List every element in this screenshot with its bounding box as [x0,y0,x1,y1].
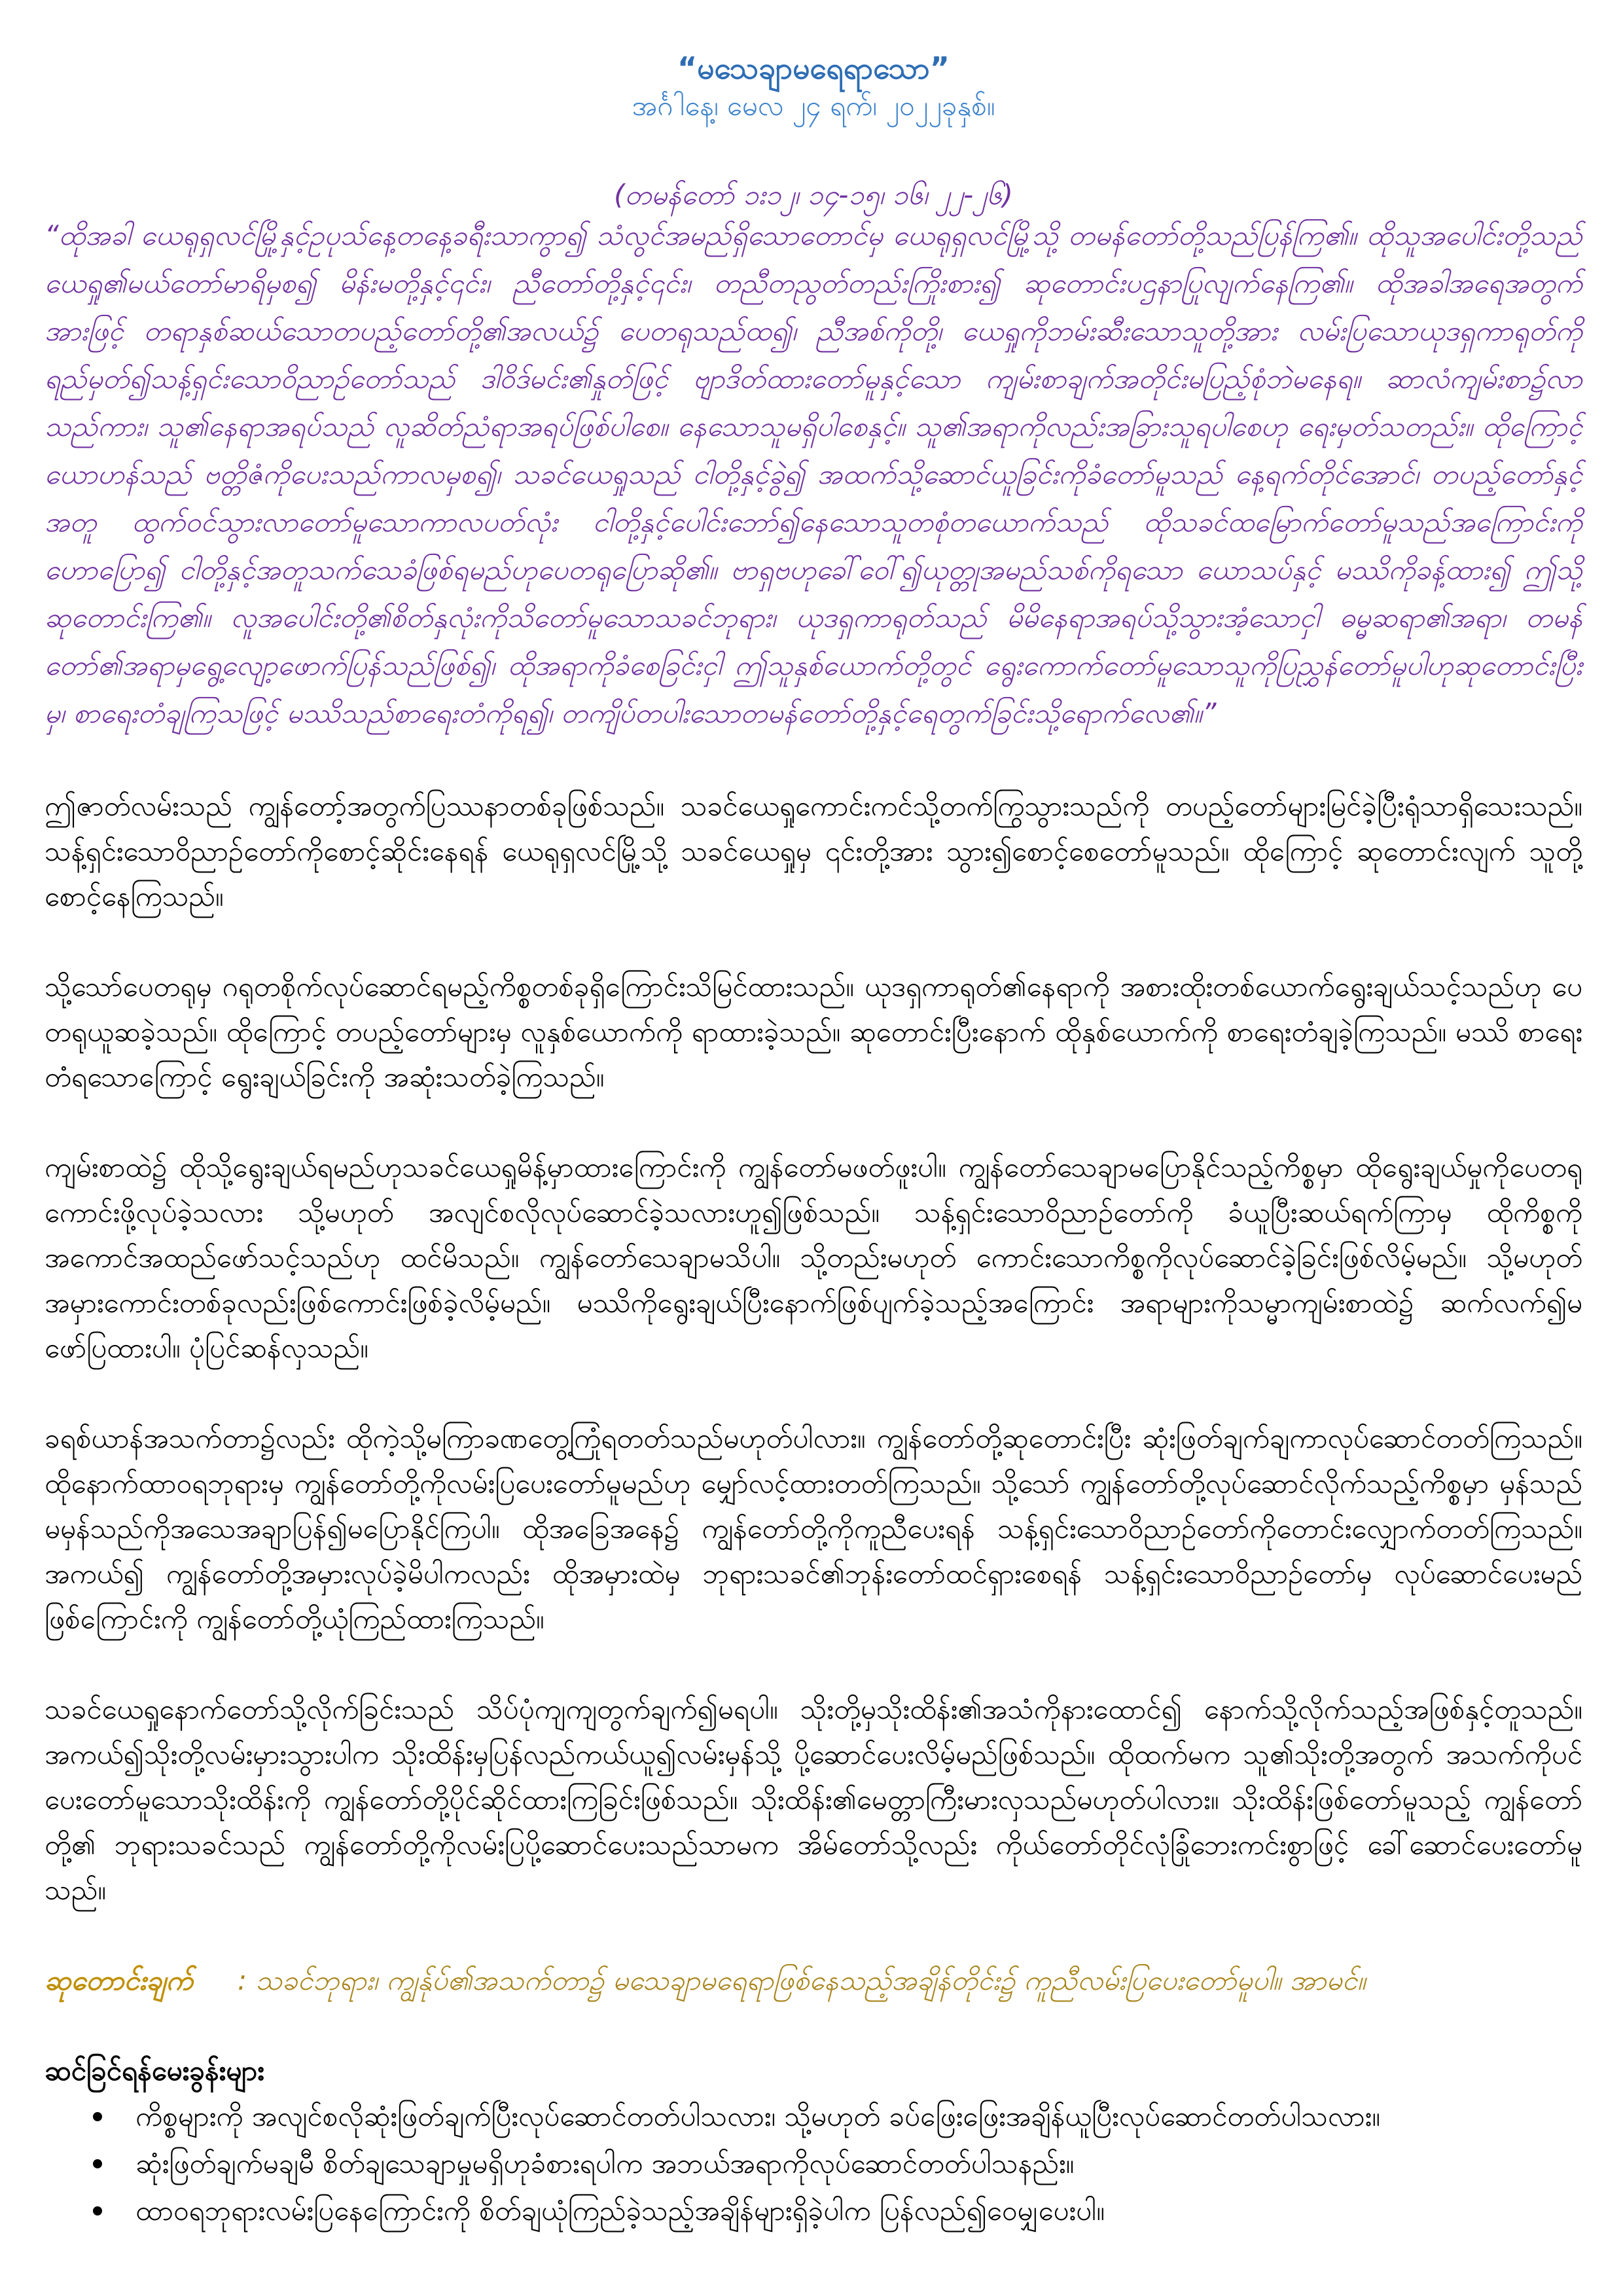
scripture-reference: (တမန်တော် ၁း၁၂၊ ၁၄-၁၅၊ ၁၆၊ ၂၂-၂၆) [614,179,1013,211]
prayer-separator: : [238,1964,247,1996]
list-item [45,2140,1582,2187]
question-text: ထာဝရဘုရားလမ်းပြနေကြောင်းကို စိတ်ချယုံကြည်ခဲ့သည့်အချိန်များရှိခဲ့ပါက ပြန်လည်၍ဝေမျှပေးပါ။ [135,2195,1105,2227]
document-date: အင်္ဂါနေ့၊ မေလ ၂၄ ရက်၊ ၂၀၂၂ခုနှစ်။ [632,90,995,122]
prayer-block [45,1958,1582,2003]
body-paragraph: သို့သော်ပေတရုမှ ဂရုတစိုက်လုပ်ဆောင်ရမည့်ကိစ္စတစ်ခုရှိကြောင်းသိမြင်ထားသည်။ ယုဒရှကာရုတ်၏နေရာကို အစားထိုးတစ်ယောက်ရွေးချယ်သင့်သည်ဟု ပေတရုယူဆခဲ့သည်။ ထိုကြောင့် တပည့်တော်များမှ လူနှစ်ယောက်ကို ရာထားခဲ့သည်။ ဆုတောင်းပြီးနောက် ထိုနှစ်ယောက်ကို စာရေးတံချခဲ့ကြသည်။ မဿိ စာရေးတံရသောကြောင့် ရွေးချယ်ခြင်းကို အဆုံးသတ်ခဲ့ကြသည်။ [45,971,1582,1093]
bullet-icon [93,2112,102,2121]
question-text: ဆုံးဖြတ်ချက်မချမီ စိတ်ချသေချာမှုမရှိဟုခံစားရပါက အဘယ်အရာကိုလုပ်ဆောင်တတ်ပါသနည်း။ [135,2147,1075,2179]
body-paragraph: ခရစ်ယာန်အသက်တာ၌လည်း ထိုကဲ့သို့မကြာခဏတွေ့ကြုံရတတ်သည်မဟုတ်ပါလား။ ကျွန်တော်တို့ဆုတောင်းပြီး ဆုံးဖြတ်ချက်ချကာလုပ်ဆောင်တတ်ကြသည်။ ထိုနောက်ထာဝရဘုရားမှ ကျွန်တော်တို့ကိုလမ်းပြပေးတော်မူမည်ဟု မျှော်လင့်ထားတတ်ကြသည်။ သို့သော် ကျွန်တော်တို့လုပ်ဆောင်လိုက်သည့်ကိစ္စမှာ မှန်သည် မမှန်သည်ကိုအသေအချာပြန်၍မပြောနိုင်ကြပါ။ ထိုအခြေအနေ၌ ကျွန်တော်တို့ကိုကူညီပေးရန် သန့်ရှင်းသောဝိညာဉ်တော်ကိုတောင်းလျှောက်တတ်ကြသည်။ အကယ်၍ ကျွန်တော်တို့အမှားလုပ်ခဲ့မိပါကလည်း ထိုအမှားထဲမှ ဘုရားသခင်၏ဘုန်းတော်ထင်ရှားစေရန် သန့်ရှင်းသောဝိညာဉ်တော်မှ လုပ်ဆောင်ပေးမည်ဖြစ်ကြောင်းကို ကျွန်တော်တို့ယုံကြည်ထားကြသည်။ [45,1422,1582,1635]
body-paragraph: ဤဇာတ်လမ်းသည် ကျွန်တော့်အတွက်ပြဿနာတစ်ခုဖြစ်သည်။ သခင်ယေရှုကောင်းကင်သို့တက်ကြွသွားသည်ကို တပည့်တော်များမြင်ခဲ့ပြီးရုံသာရှိသေးသည်။ သန့်ရှင်းသောဝိညာဉ်တော်ကိုစောင့်ဆိုင်းနေရန် ယေရုရှလင်မြို့သို့ သခင်ယေရှုမှ ၎င်းတို့အား သွား၍စောင့်စေတော်မူသည်။ ထိုကြောင့် ဆုတောင်းလျက် သူတို့ စောင့်နေကြသည်။ [45,790,1582,912]
reflection-questions [45,2093,1582,2234]
list-item [45,2093,1582,2140]
bullet-icon [93,2159,102,2168]
body-paragraph: သခင်ယေရှုနောက်တော်သို့လိုက်ခြင်းသည် သိပ်ပုံကျကျတွက်ချက်၍မရပါ။ သိုးတို့မှသိုးထိန်း၏အသံကိုနားထောင်၍ နောက်သို့လိုက်သည့်အဖြစ်နှင့်တူသည်။ အကယ်၍သိုးတို့လမ်းမှားသွားပါက သိုးထိန်းမှပြန်လည်ကယ်ယူ၍လမ်းမှန်သို့ ပို့ဆောင်ပေးလိမ့်မည်ဖြစ်သည်။ ထိုထက်မက သူ၏သိုးတို့အတွက် အသက်ကိုပင်ပေးတော်မူသောသိုးထိန်းကို ကျွန်တော်တို့ပိုင်ဆိုင်ထားကြခြင်းဖြစ်သည်။ သိုးထိန်း၏မေတ္တာကြီးမားလှသည်မဟုတ်ပါလား။ သိုးထိန်းဖြစ်တော်မူသည့် ကျွန်တော်တို့၏ ဘုရားသခင်သည် ကျွန်တော်တို့ကိုလမ်းပြပို့ဆောင်ပေးသည်သာမက အိမ်တော်သို့လည်း ကိုယ်တော်တိုင်လုံခြုံဘေးကင်းစွာဖြင့် ခေါ်ဆောင်ပေးတော်မူသည်။ [45,1693,1582,1906]
list-item [45,2187,1582,2234]
scripture-passage: “ထိုအခါ ယေရုရှလင်မြို့နှင့်ဥပုသ်နေ့တနေ့ခရီးသာကွာ၍ သံလွင်အမည်ရှိသောတောင်မှ ယေရုရှလင်မြို့သို့ တမန်တော်တို့သည်ပြန်ကြ၏။ ထိုသူအပေါင်းတို့သည် ယေရှု၏မယ်တော်မာရိမှစ၍ မိန်းမတို့နှင့်၎င်း၊ ညီတော်တို့နှင့်၎င်း၊ တညီတညွတ်တည်းကြိုးစား၍ ဆုတောင်းပဌနာပြုလျက်နေကြ၏။ ထိုအခါအရေအတွက်အားဖြင့် တရာနှစ်ဆယ်သောတပည့်တော်တို့၏အလယ်၌ ပေတရုသည်ထ၍၊ ညီအစ်ကိုတို့၊ ယေရှုကိုဘမ်းဆီးသောသူတို့အား လမ်းပြသောယုဒရှကာရုတ်ကို ရည်မှတ်၍သန့်ရှင်းသောဝိညာဉ်တော်သည် ဒါဝိဒ်မင်း၏နှုတ်ဖြင့် ဗျာဒိတ်ထားတော်မူနှင့်သော ကျမ်းစာချက်အတိုင်းမပြည့်စုံဘဲမနေရ။ ဆာလံကျမ်းစာ၌လာသည်ကား၊ သူ၏နေရာအရပ်သည် လူဆိတ်ညံရာအရပ်ဖြစ်ပါစေ။ နေသောသူမရှိပါစေနှင့်။ သူ၏အရာကိုလည်းအခြားသူရပါစေဟု ရေးမှတ်သတည်း။ ထိုကြောင့် ယောဟန်သည် ဗတ္တိဇံကိုပေးသည်ကာလမှစ၍၊ သခင်ယေရှုသည် ငါတို့နှင့်ခွဲ၍ အထက်သို့ဆောင်ယူခြင်းကိုခံတော်မူသည် နေ့ရက်တိုင်အောင်၊ တပည့်တော်နှင့်အတူ ထွက်ဝင်သွားလာတော်မူသောကာလပတ်လုံး ငါတို့နှင့်ပေါင်းဘော်၍နေသောသူတစုံတယောက်သည် ထိုသခင်ထမြောက်တော်မူသည်အကြောင်းကိုဟောပြော၍ ငါတို့နှင့်အတူသက်သေခံဖြစ်ရမည်ဟုပေတရုပြောဆို၏။ ဗာရှဗဟုခေါ်ဝေါ်၍ယုတ္တုအမည်သစ်ကိုရသော ယောသပ်နှင့် မဿိကိုခန့်ထား၍ ဤသို့ဆုတောင်းကြ၏။ လူအပေါင်းတို့၏စိတ်နှလုံးကိုသိတော်မူသောသခင်ဘုရား၊ ယုဒရှကာရုတ်သည် မိမိနေရာအရပ်သို့သွားအံ့သောငှါ ဓမ္မဆရာ၏အရာ၊ တမန်တော်၏အရာမှရွေ့လျော့ဖောက်ပြန်သည်ဖြစ်၍၊ ထိုအရာကိုခံစေခြင်းငှါ ဤသူနှစ်ယောက်တို့တွင် ရွေးကောက်တော်မူသောသူကိုပြညွှန်တော်မူပါဟုဆုတောင်းပြီးမှ၊ စာရေးတံချကြသဖြင့် မဿိသည်စာရေးတံကိုရ၍၊ တကျိပ်တပါးသောတမန်တော်တို့နှင့်ရေတွက်ခြင်းသို့ရောက်လေ၏။” [45,219,1582,729]
document-title: “မသေချာမရေရာသော” [677,50,950,86]
body-paragraph: ကျမ်းစာထဲ၌ ထိုသို့ရွေးချယ်ရမည်ဟုသခင်ယေရှုမိန့်မှာထားကြောင်းကို ကျွန်တော်မဖတ်ဖူးပါ။ ကျွန်တော်သေချာမပြောနိုင်သည့်ကိစ္စမှာ ထိုရွေးချယ်မှုကိုပေတရု ကောင်းဖို့လုပ်ခဲ့သလား သို့မဟုတ် အလျင်စလိုလုပ်ဆောင်ခဲ့သလားဟူ၍ဖြစ်သည်။ သန့်ရှင်းသောဝိညာဉ်တော်ကို ခံယူပြီးဆယ်ရက်ကြာမှ ထိုကိစ္စကို အကောင်အထည်ဖော်သင့်သည်ဟု ထင်မိသည်။ ကျွန်တော်သေချာမသိပါ။ သို့တည်းမဟုတ် ကောင်းသောကိစ္စကိုလုပ်ဆောင်ခဲ့ခြင်းဖြစ်လိမ့်မည်။ သို့မဟုတ် အမှားကောင်းတစ်ခုလည်းဖြစ်ကောင်းဖြစ်ခဲ့လိမ့်မည်။ မဿိကိုရွေးချယ်ပြီးနောက်ဖြစ်ပျက်ခဲ့သည့်အကြောင်း အရာများကိုသမ္မာကျမ်းစာထဲ၌ ဆက်လက်၍မဖော်ပြထားပါ။ ပုံပြင်ဆန်လှသည်။ [45,1151,1582,1364]
prayer-text: သခင်ဘုရား၊ ကျွန်ုပ်၏အသက်တာ၌ မသေချာမရေရာဖြစ်နေသည့်အချိန်တိုင်း၌ ကူညီလမ်းပြပေးတော်မူပါ။ အာမင်။ [255,1964,1366,1996]
bullet-icon [93,2206,102,2215]
prayer-label: ဆုတောင်းချက် [45,1964,193,1996]
question-text: ကိစ္စများကို အလျင်စလိုဆုံးဖြတ်ချက်ပြီးလုပ်ဆောင်တတ်ပါသလား၊ သို့မဟုတ် ခပ်ဖြေးဖြေးအချိန်ယူပြီးလုပ်ဆောင်တတ်ပါသလား။ [135,2100,1380,2132]
reflection-heading: ဆင်ခြင်ရန်မေးခွန်းများ [45,2054,264,2087]
